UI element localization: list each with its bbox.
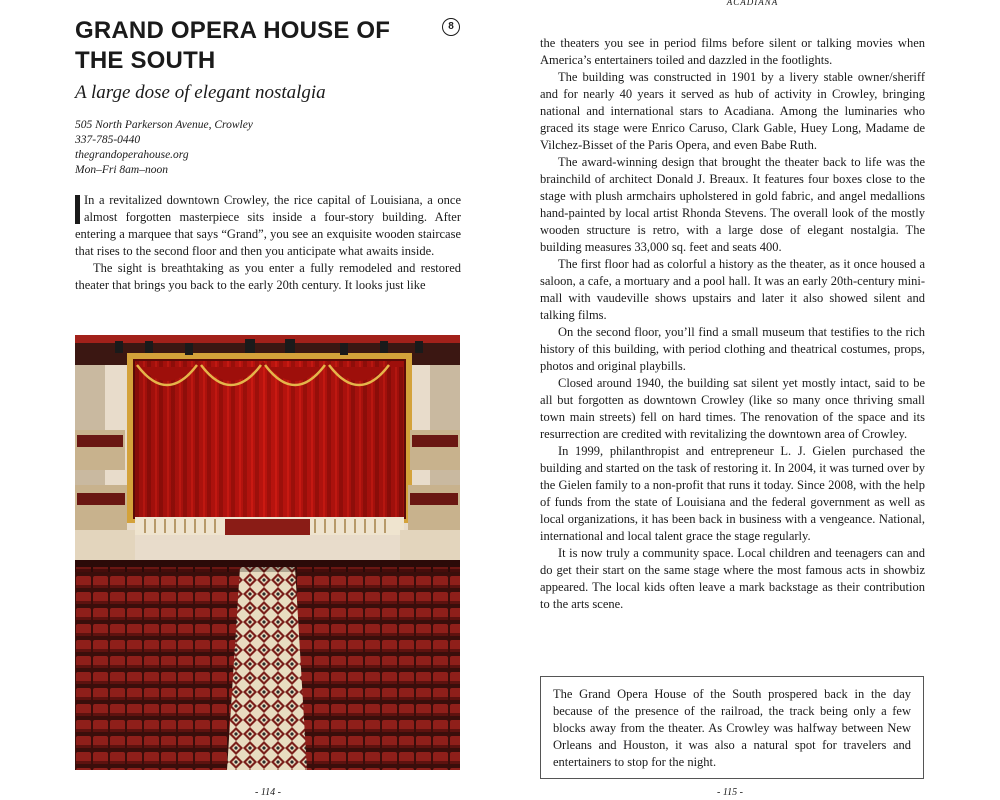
- running-head: ACADIANA: [726, 0, 779, 7]
- right-body-text: [540, 35, 925, 613]
- page-title: GRAND OPERA HOUSE OF THE SOUTH: [75, 17, 391, 74]
- paragraph: On the second floor, you’ll find a small museum that testifies to the rich history of this building, with period clothing and theatrical costumes, props, photos and original playbills.: [540, 325, 925, 373]
- right-page: [500, 0, 1000, 800]
- paragraph: The first floor had as colorful a history as the theater, as it once housed a saloon, a cafe, a mortuary and a pool hall. It was an early 20th-century mini-mall with vaudeville shows upstairs and later it also showed silent and talking films.: [540, 257, 925, 322]
- theater-photo: [75, 335, 460, 770]
- address: 505 North Parkerson Avenue, Crowley: [75, 119, 253, 131]
- paragraph: Closed around 1940, the building sat silent yet mostly intact, said to be all but forgotten as downtown Crowley (like so many once thriving small town main streets) fell on hard times. The renovation of the space and its resurrection are credited with revitalizing the downtown area of Crowley.: [540, 376, 925, 441]
- sidebar-text: The Grand Opera House of the South prospered back in the day because of the presence of the railroad, the track being only a few blocks away from the theater. As Crowley was halfway between New Orleans and Houston, it was also a natural spot for travelers and entertainers to stop for the night.: [553, 687, 911, 769]
- page-number-right: - 115 -: [717, 787, 743, 798]
- paragraph: the theaters you see in period films before silent or talking movies when America’s entertainers toiled and dazzled in the footlights.: [540, 36, 925, 67]
- info-block: [75, 118, 375, 178]
- paragraph: In 1999, philanthropist and entrepreneur L. J. Gielen purchased the building and started on the task of restoring it. In 2004, it was turned over by the Gielen family to a non-profit that runs it today. Since 2008, with the help of funds from the state of Louisiana and the federal government as well as local organizations, it has been back in business with a vengeance. National, international and local talent grace the stage regularly.: [540, 444, 925, 543]
- sidebar-box: [540, 676, 924, 779]
- page-number-left: - 114 -: [255, 787, 281, 798]
- paragraph: It is now truly a community space. Local children and teenagers can and do get their start on the same stage where the most famous acts in showbiz appeared. The local kids often leave a mark backstage as their contribution to the arts scene.: [540, 546, 925, 611]
- paragraph: The award-winning design that brought the theater back to life was the brainchild of architect Donald J. Breaux. It features four boxes close to the stage with plush armchairs upholstered in gold fabric, and angel medallions hand-painted by local artist Rhonda Stevens. The overall look of the mostly wooden structure is retro, with a large dose of elegant nostalgia. The building measures 33,000 sq. feet and seats 400.: [540, 155, 925, 254]
- entry-number-badge: 8: [442, 18, 460, 36]
- website: thegrandoperahouse.org: [75, 149, 189, 161]
- paragraph: In a revitalized downtown Crowley, the rice capital of Louisiana, a once almost forgotten masterpiece sits inside a four-story building. After entering a marquee that says “Grand”, you see an exquisite wooden staircase that rises to the second floor and then you anticipate what awaits inside.: [75, 193, 461, 258]
- phone: 337-785-0440: [75, 134, 141, 146]
- paragraph: The building was constructed in 1901 by a livery stable owner/sheriff and for nearly 40 years it served as hub of activity in Crowley, bringing national and international stars to Acadiana. Among the luminaries who graced its stage were Enrico Caruso, Clark Gable, Huey Long, Madame de Vilchez-Bisset of the Paris Opera, and even Babe Ruth.: [540, 70, 925, 152]
- paragraph: The sight is breathtaking as you enter a fully remodeled and restored theater that brings you back to the early 20th century. It looks just like: [75, 261, 461, 292]
- subtitle: A large dose of elegant nostalgia: [75, 82, 326, 103]
- left-body-text: [75, 192, 461, 294]
- drop-cap: [75, 195, 80, 224]
- hours: Mon–Fri 8am–noon: [75, 164, 168, 176]
